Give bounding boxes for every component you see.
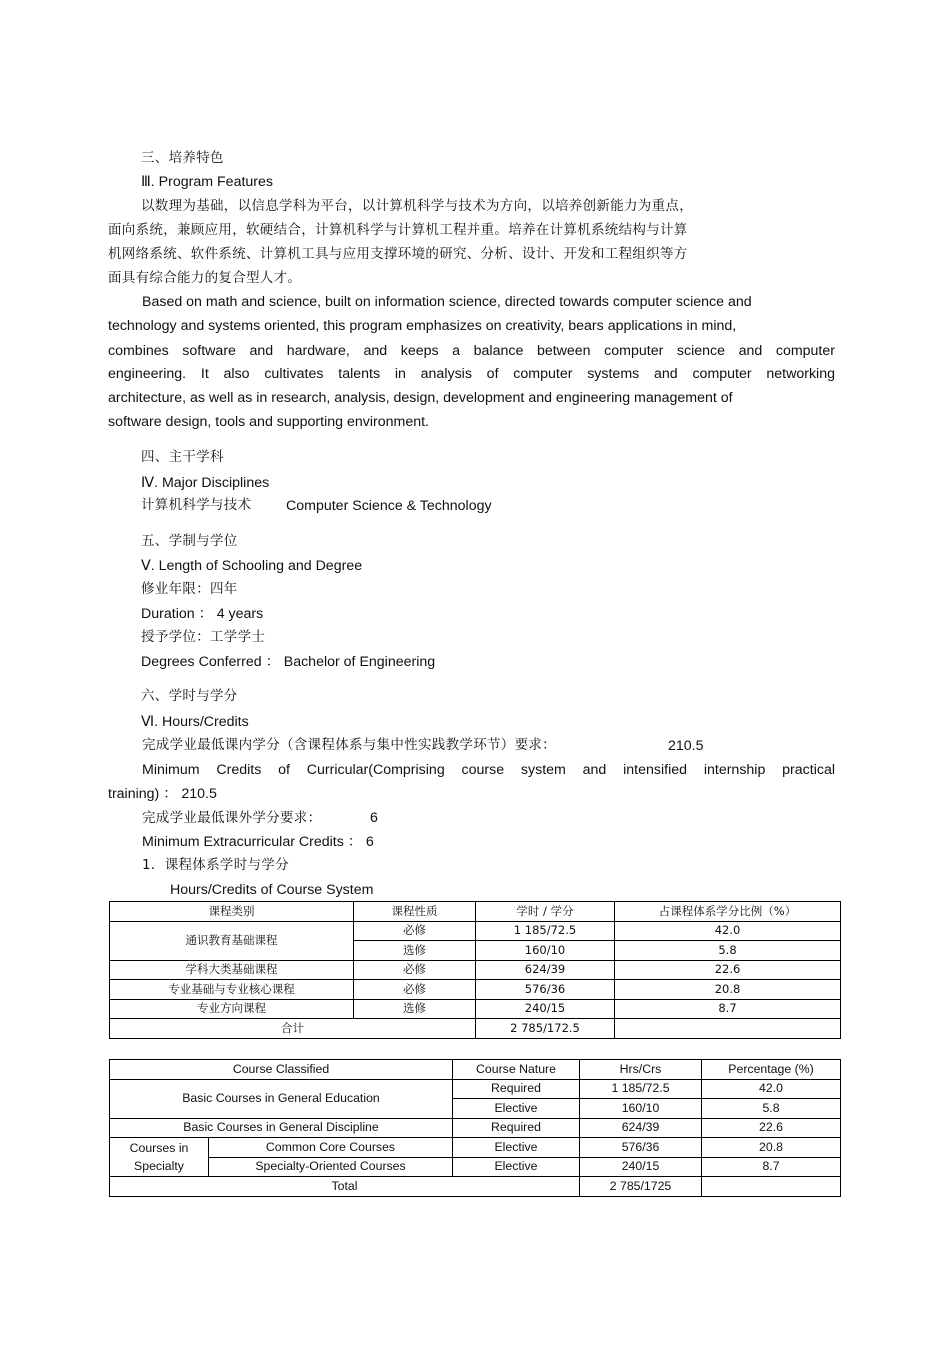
nature-cell: 必修 xyxy=(354,960,476,980)
section3-para-en-line: combines software and hardware, and keeps a balance between computer science and computer xyxy=(108,343,835,359)
column-header: 占课程体系学分比例（%） xyxy=(615,902,841,922)
table-total-row xyxy=(110,1019,841,1039)
percent-cell: 8.7 xyxy=(702,1157,841,1177)
category-cell: Basic Courses in General Education xyxy=(110,1079,453,1118)
category-cell: Common Core Courses xyxy=(209,1138,453,1158)
table-row xyxy=(110,1138,841,1158)
percent-cell: 22.6 xyxy=(702,1118,841,1138)
column-header: Percentage (%) xyxy=(702,1060,841,1080)
section3-para-en-line: software design, tools and supporting environment. xyxy=(108,414,429,430)
table-total-row xyxy=(110,1177,841,1197)
section4-heading-en: Ⅳ. Major Disciplines xyxy=(141,475,270,491)
category-cell: 专业方向课程 xyxy=(110,999,354,1019)
percent-cell: 20.8 xyxy=(702,1138,841,1158)
section3-para-en-line: technology and systems oriented, this program emphasizes on creativity, bears applications in mind, xyxy=(108,318,737,334)
total-value: 2 785/1725 xyxy=(580,1177,702,1197)
min-credits-en-line1: Minimum Credits of Curricular(Comprising course system and intensified internship practical xyxy=(142,762,835,778)
category-cell: 专业基础与专业核心课程 xyxy=(110,980,354,1000)
table-row xyxy=(110,980,841,1000)
percent-cell: 20.8 xyxy=(615,980,841,1000)
degree-cn: 授予学位：工学学士 xyxy=(141,629,266,645)
nature-cell: Elective xyxy=(453,1157,580,1177)
nature-cell: 选修 xyxy=(354,941,476,961)
table-header-row xyxy=(110,902,841,922)
subsection1-en: Hours/Credits of Course System xyxy=(170,882,374,898)
percent-cell: 5.8 xyxy=(615,941,841,961)
column-header: 课程性质 xyxy=(354,902,476,922)
nature-cell: Elective xyxy=(453,1138,580,1158)
percent-cell: 42.0 xyxy=(702,1079,841,1099)
hours-cell: 160/10 xyxy=(580,1099,702,1119)
section5-heading-cn: 五、学制与学位 xyxy=(141,533,238,549)
subsection1-cn: 1．课程体系学时与学分 xyxy=(142,857,289,873)
column-header: 学时 / 学分 xyxy=(476,902,615,922)
section3-para-en-line: Based on math and science, built on information science, directed towards computer science and xyxy=(142,294,752,310)
nature-cell: Required xyxy=(453,1079,580,1099)
total-label: Total xyxy=(110,1177,580,1197)
hours-cell: 624/39 xyxy=(476,960,615,980)
min-credits-value: 210.5 xyxy=(668,738,704,754)
hours-cell: 1 185/72.5 xyxy=(580,1079,702,1099)
column-header: Course Classified xyxy=(110,1060,453,1080)
duration-cn: 修业年限：四年 xyxy=(141,581,238,597)
category-cell: Specialty-Oriented Courses xyxy=(209,1157,453,1177)
hours-cell: 576/36 xyxy=(580,1138,702,1158)
percent-cell: 5.8 xyxy=(702,1099,841,1119)
section6-heading-cn: 六、学时与学分 xyxy=(141,688,238,704)
table-row xyxy=(110,960,841,980)
nature-cell: Elective xyxy=(453,1099,580,1119)
min-credits-cn-label: 完成学业最低课内学分（含课程体系与集中性实践教学环节）要求： xyxy=(142,737,556,753)
table-row xyxy=(110,1118,841,1138)
category-cell: Basic Courses in General Discipline xyxy=(110,1118,453,1138)
section3-para-cn-line: 机网络系统、软件系统、计算机工具与应用支撑环境的研究、分析、设计、开发和工程组织等方 xyxy=(108,246,688,262)
section3-heading-en: Ⅲ. Program Features xyxy=(141,174,273,190)
hours-cell: 576/36 xyxy=(476,980,615,1000)
nature-cell: 必修 xyxy=(354,921,476,941)
table-row xyxy=(110,1157,841,1177)
hours-cell: 1 185/72.5 xyxy=(476,921,615,941)
discipline-en: Computer Science & Technology xyxy=(286,498,492,514)
nature-cell: Required xyxy=(453,1118,580,1138)
total-percent xyxy=(615,1019,841,1039)
category-cell: 通识教育基础课程 xyxy=(110,921,354,960)
course-hours-table-cn xyxy=(109,901,841,1039)
duration-en: Duration ： 4 years xyxy=(141,606,264,622)
percent-cell: 42.0 xyxy=(615,921,841,941)
nature-cell: 必修 xyxy=(354,980,476,1000)
column-header: 课程类别 xyxy=(110,902,354,922)
table-header-row xyxy=(110,1060,841,1080)
nature-cell: 选修 xyxy=(354,999,476,1019)
section3-para-cn-line: 以数理为基础，以信息学科为平台，以计算机科学与技术为方向，以培养创新能力为重点， xyxy=(141,198,693,214)
hours-cell: 624/39 xyxy=(580,1118,702,1138)
min-credits-en-line2: training) ： 210.5 xyxy=(108,786,217,802)
section6-heading-en: Ⅵ. Hours/Credits xyxy=(141,714,249,730)
column-header: Course Nature xyxy=(453,1060,580,1080)
column-header: Hrs/Crs xyxy=(580,1060,702,1080)
extra-credits-value: 6 xyxy=(370,810,378,826)
course-hours-table-en xyxy=(109,1059,841,1197)
group-cell: Courses in Specialty xyxy=(110,1138,209,1177)
category-cell: 学科大类基础课程 xyxy=(110,960,354,980)
percent-cell: 22.6 xyxy=(615,960,841,980)
section4-heading-cn: 四、主干学科 xyxy=(141,449,224,465)
hours-cell: 240/15 xyxy=(476,999,615,1019)
total-percent xyxy=(702,1177,841,1197)
section5-heading-en: Ⅴ. Length of Schooling and Degree xyxy=(141,558,363,574)
section3-para-cn-line: 面具有综合能力的复合型人才。 xyxy=(108,270,302,286)
extra-credits-cn-label: 完成学业最低课外学分要求： xyxy=(142,810,322,826)
degree-en: Degrees Conferred ： Bachelor of Engineering xyxy=(141,654,436,670)
discipline-cn: 计算机科学与技术 xyxy=(141,497,252,513)
extra-credits-en: Minimum Extracurricular Credits ： 6 xyxy=(142,834,374,850)
total-label: 合计 xyxy=(110,1019,476,1039)
total-value: 2 785/172.5 xyxy=(476,1019,615,1039)
table-row xyxy=(110,1079,841,1099)
hours-cell: 240/15 xyxy=(580,1157,702,1177)
section3-para-en-line: engineering. It also cultivates talents in analysis of computer systems and computer networking xyxy=(108,366,835,382)
table-row xyxy=(110,921,841,941)
section3-para-cn-line: 面向系统，兼顾应用，软硬结合，计算机科学与计算机工程并重。培养在计算机系统结构与计算 xyxy=(108,222,688,238)
section3-heading-cn: 三、培养特色 xyxy=(141,150,224,166)
section3-para-en-line: architecture, as well as in research, analysis, design, development and engineering management of xyxy=(108,390,733,406)
percent-cell: 8.7 xyxy=(615,999,841,1019)
table-row xyxy=(110,999,841,1019)
hours-cell: 160/10 xyxy=(476,941,615,961)
